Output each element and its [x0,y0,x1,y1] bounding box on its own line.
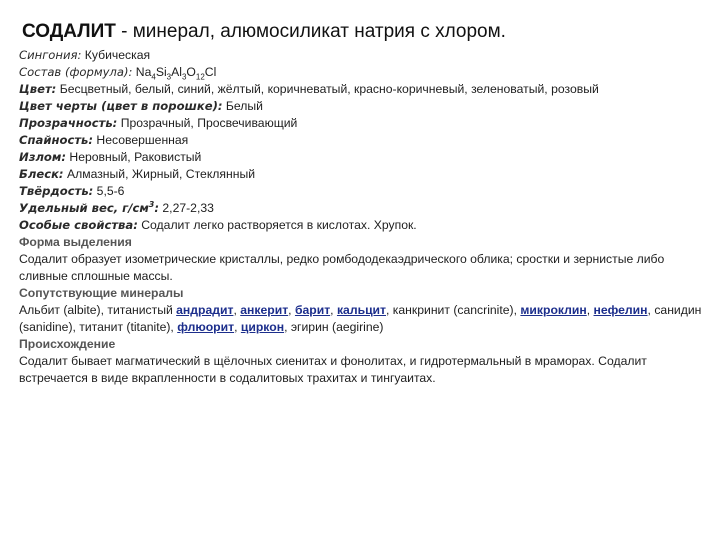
transparency-row [19,115,709,132]
link-calcite[interactable]: кальцит [336,303,387,317]
origin-heading: Происхождение [19,337,116,351]
fracture-row [19,149,709,166]
color-row [19,81,709,98]
color-value: Бесцветный, белый, синий, жёлтый, коричневатый, красно-коричневый, зеленоватый, розовый [56,82,599,96]
special-label: Особые свойства: [19,218,138,232]
hardness-label: Твёрдость: [19,184,94,198]
hardness-row [19,183,709,200]
link-zircon[interactable]: циркон [240,320,285,334]
streak-label: Цвет черты (цвет в порошке): [19,99,223,113]
link-fluorite[interactable]: флюорит [177,320,235,334]
syngony-row [19,47,709,64]
cleavage-label: Спайность: [19,133,94,147]
link-barite[interactable]: барит [294,303,331,317]
mineral-properties [19,47,709,387]
transparency-value: Прозрачный, Просвечивающий [117,116,298,130]
title-mineral-name: СОДАЛИТ [22,21,116,42]
streak-row [19,98,709,115]
page-title [22,21,506,43]
gravity-value: 2,27-2,33 [159,201,214,215]
syngony-label: Сингония: [19,48,82,62]
special-value: Содалит легко растворяется в кислотах. Хрупок. [137,218,417,232]
gravity-row [19,200,709,217]
luster-row [19,166,709,183]
link-nepheline[interactable]: нефелин [593,303,648,317]
fracture-label: Излом: [19,150,67,164]
associated-minerals: Альбит (albite), титанистый андрадит, анкерит, барит, кальцит, канкринит (cancrinite), микроклин, нефелин, санидин (sanidine), титанит (titanite), флюорит, циркон, эгирин (aegirine) [19,303,702,334]
link-andradite[interactable]: андрадит [176,303,234,317]
transparency-label: Прозрачность: [19,116,118,130]
origin-text: Содалит бывает магматический в щёлочных сиенитах и фонолитах, и гидротермальный в мраморах. Содалит встречается в виде вкрапленности в содалитовых трахитах и тингуаитах. [19,354,647,385]
form-text: Содалит образует изометрические кристаллы, редко ромбододекаэдрического облика; сростки и зернистые либо сливные сплошные массы. [19,252,665,283]
luster-label: Блеск: [19,167,64,181]
luster-value: Алмазный, Жирный, Стеклянный [63,167,256,181]
gravity-label: Удельный вес, $г/см^3$: [19,200,160,215]
chemical-formula: $Na_4Si_3Al_3O_{12}Cl$ [132,65,217,82]
formula-label: Состав (формула): [19,65,133,79]
cleavage-row [19,132,709,149]
streak-value: Белый [222,99,263,113]
cleavage-value: Несовершенная [93,133,189,147]
title-description: - минерал, алюмосиликат натрия с хлором. [115,21,506,42]
special-row [19,217,709,234]
associated-heading: Сопутствующие минералы [19,286,184,300]
form-heading: Форма выделения [19,235,132,249]
syngony-value: Кубическая [81,48,151,62]
hardness-value: 5,5-6 [93,184,125,198]
color-label: Цвет: [19,82,57,96]
link-microcline[interactable]: микроклин [520,303,587,317]
link-ankerite[interactable]: анкерит [240,303,289,317]
fracture-value: Неровный, Раковистый [66,150,202,164]
formula-row [19,64,709,81]
